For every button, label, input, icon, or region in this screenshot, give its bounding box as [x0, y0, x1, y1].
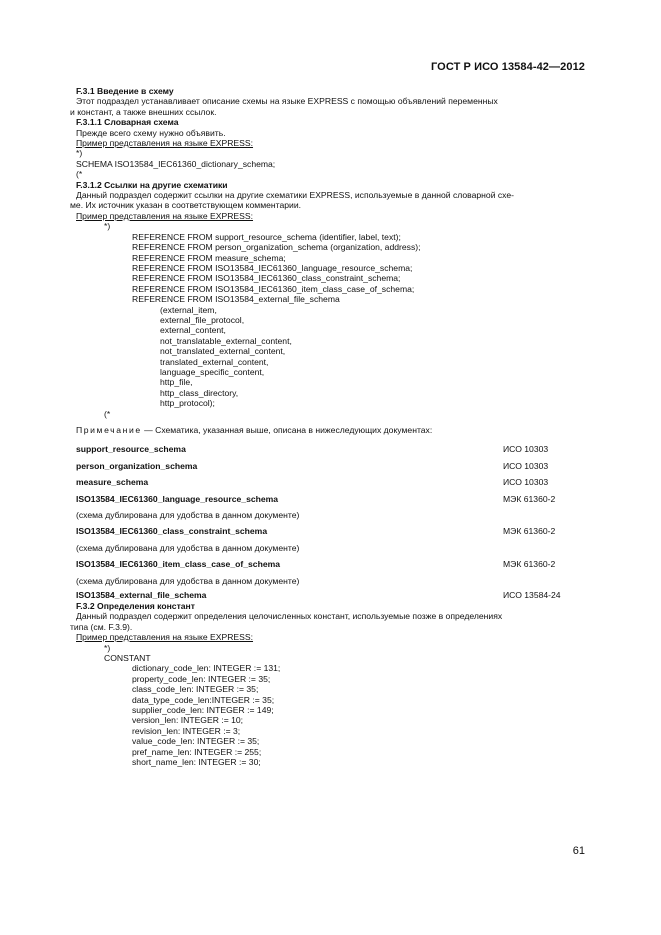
code-line: *) — [104, 221, 111, 232]
code-line: short_name_len: INTEGER := 30; — [132, 757, 261, 768]
code-line: supplier_code_len: INTEGER := 149; — [132, 704, 274, 715]
code-line: property_code_len: INTEGER := 35; — [132, 673, 271, 684]
note-text: — Схематика, указанная выше, описана в нижеследующих документах: — [141, 425, 433, 435]
code-line: REFERENCE FROM ISO13584_IEC61360_class_constraint_schema; — [132, 273, 401, 284]
section-heading-f311: F.3.1.1 Словарная схема — [76, 117, 179, 128]
paragraph-f31-line2: и констант, а также внешних ссылок. — [70, 106, 217, 117]
table-row — [76, 507, 585, 523]
schema-name: support_resource_schema — [76, 444, 186, 455]
schema-name: ISO13584_IEC61360_language_resource_schema — [76, 493, 279, 504]
schema-name: ISO13584_IEC61360_class_constraint_schema — [76, 526, 268, 537]
table-row — [76, 540, 585, 556]
schema-source: МЭК 61360-2 — [503, 526, 556, 537]
code-line: http_file, — [160, 377, 193, 388]
note-label: Примечание — [76, 425, 142, 435]
schema-note: (схема дублирована для удобства в данном документе) — [76, 575, 300, 586]
example-label-f312: Пример представления на языке EXPRESS: — [76, 210, 254, 221]
schema-source: ИСО 10303 — [503, 444, 549, 455]
note — [76, 425, 585, 435]
code-line: http_protocol); — [160, 398, 215, 409]
page-content — [70, 86, 585, 768]
code-line: REFERENCE FROM support_resource_schema (identifier, label, text); — [132, 231, 401, 242]
code-line: class_code_len: INTEGER := 35; — [132, 684, 259, 695]
code-line: (* — [76, 169, 83, 180]
schema-source: МЭК 61360-2 — [503, 493, 556, 504]
schema-name: ISO13584_external_file_schema — [76, 589, 207, 600]
code-line: version_len: INTEGER := 10; — [132, 715, 244, 726]
code-line: revision_len: INTEGER := 3; — [132, 725, 241, 736]
section-heading-f31: F.3.1 Введение в схему — [76, 86, 174, 96]
section-heading-f312: F.3.1.2 Ссылки на другие схематики — [76, 179, 228, 190]
paragraph-f312-line1: Данный подраздел содержит ссылки на другие схематики EXPRESS, используемые в данной словарной схе- — [76, 190, 515, 201]
paragraph-f32-line1: Данный подраздел содержит определения целочисленных констант, используемые позже в определениях — [76, 611, 503, 622]
paragraph-f312-line2: ме. Их источник указан в соответствующем комментарии. — [70, 200, 302, 211]
paragraph-f31-line1: Этот подраздел устанавливает описание схемы на языке EXPRESS с помощью объявлений переменных — [76, 96, 498, 107]
table-row — [76, 556, 585, 572]
schema-source-table — [76, 441, 585, 601]
schema-name: measure_schema — [76, 477, 149, 488]
table-row — [76, 523, 585, 539]
code-line: REFERENCE FROM ISO13584_external_file_schema — [132, 294, 340, 305]
code-line: dictionary_code_len: INTEGER := 131; — [132, 663, 281, 674]
table-row — [76, 491, 585, 507]
code-line: value_code_len: INTEGER := 35; — [132, 736, 260, 747]
example-label-f32: Пример представления на языке EXPRESS: — [76, 632, 254, 643]
document-header: ГОСТ Р ИСО 13584-42—2012 — [430, 61, 585, 73]
code-line: REFERENCE FROM person_organization_schema (organization, address); — [132, 242, 421, 253]
code-line: *) — [76, 148, 83, 159]
code-line: translated_external_content, — [160, 356, 269, 367]
table-row — [76, 441, 585, 457]
table-row — [76, 474, 585, 490]
code-line: http_class_directory, — [160, 387, 239, 398]
schema-source: МЭК 61360-2 — [503, 559, 556, 570]
code-line: (external_item, — [160, 304, 217, 315]
code-line: (* — [104, 408, 111, 419]
example-label-f311: Пример представления на языке EXPRESS: — [76, 138, 254, 149]
schema-note: (схема дублирована для удобства в данном документе) — [76, 509, 300, 520]
table-row — [76, 573, 585, 589]
code-line: pref_name_len: INTEGER := 255; — [132, 746, 262, 757]
schema-name: person_organization_schema — [76, 460, 198, 471]
code-line: not_translated_external_content, — [160, 346, 286, 357]
paragraph-f311: Прежде всего схему нужно объявить. — [76, 127, 226, 138]
schema-source: ИСО 10303 — [503, 460, 549, 471]
schema-source: ИСО 10303 — [503, 477, 549, 488]
schema-source: ИСО 13584-24 — [503, 589, 561, 600]
section-heading-f32: F.3.2 Определения констант — [76, 600, 195, 611]
code-line: REFERENCE FROM ISO13584_IEC61360_language_resource_schema; — [132, 262, 413, 273]
page-number: 61 — [572, 845, 585, 857]
table-row — [76, 458, 585, 474]
code-line: external_content, — [160, 325, 226, 336]
schema-name: ISO13584_IEC61360_item_class_case_of_schema — [76, 559, 281, 570]
code-line: SCHEMA ISO13584_IEC61360_dictionary_schema; — [76, 158, 276, 169]
code-line: not_translatable_external_content, — [160, 335, 292, 346]
code-line: CONSTANT — [104, 652, 151, 663]
code-line: REFERENCE FROM ISO13584_IEC61360_item_class_case_of_schema; — [132, 283, 415, 294]
code-line: *) — [104, 642, 111, 653]
table-row — [76, 589, 585, 601]
schema-note: (схема дублирована для удобства в данном документе) — [76, 542, 300, 553]
code-line: REFERENCE FROM measure_schema; — [132, 252, 286, 263]
code-line: external_file_protocol, — [160, 314, 245, 325]
code-line: language_specific_content, — [160, 366, 265, 377]
paragraph-f32-line2: типа (см. F.3.9). — [70, 621, 133, 632]
code-line: data_type_code_len:INTEGER := 35; — [132, 694, 275, 705]
